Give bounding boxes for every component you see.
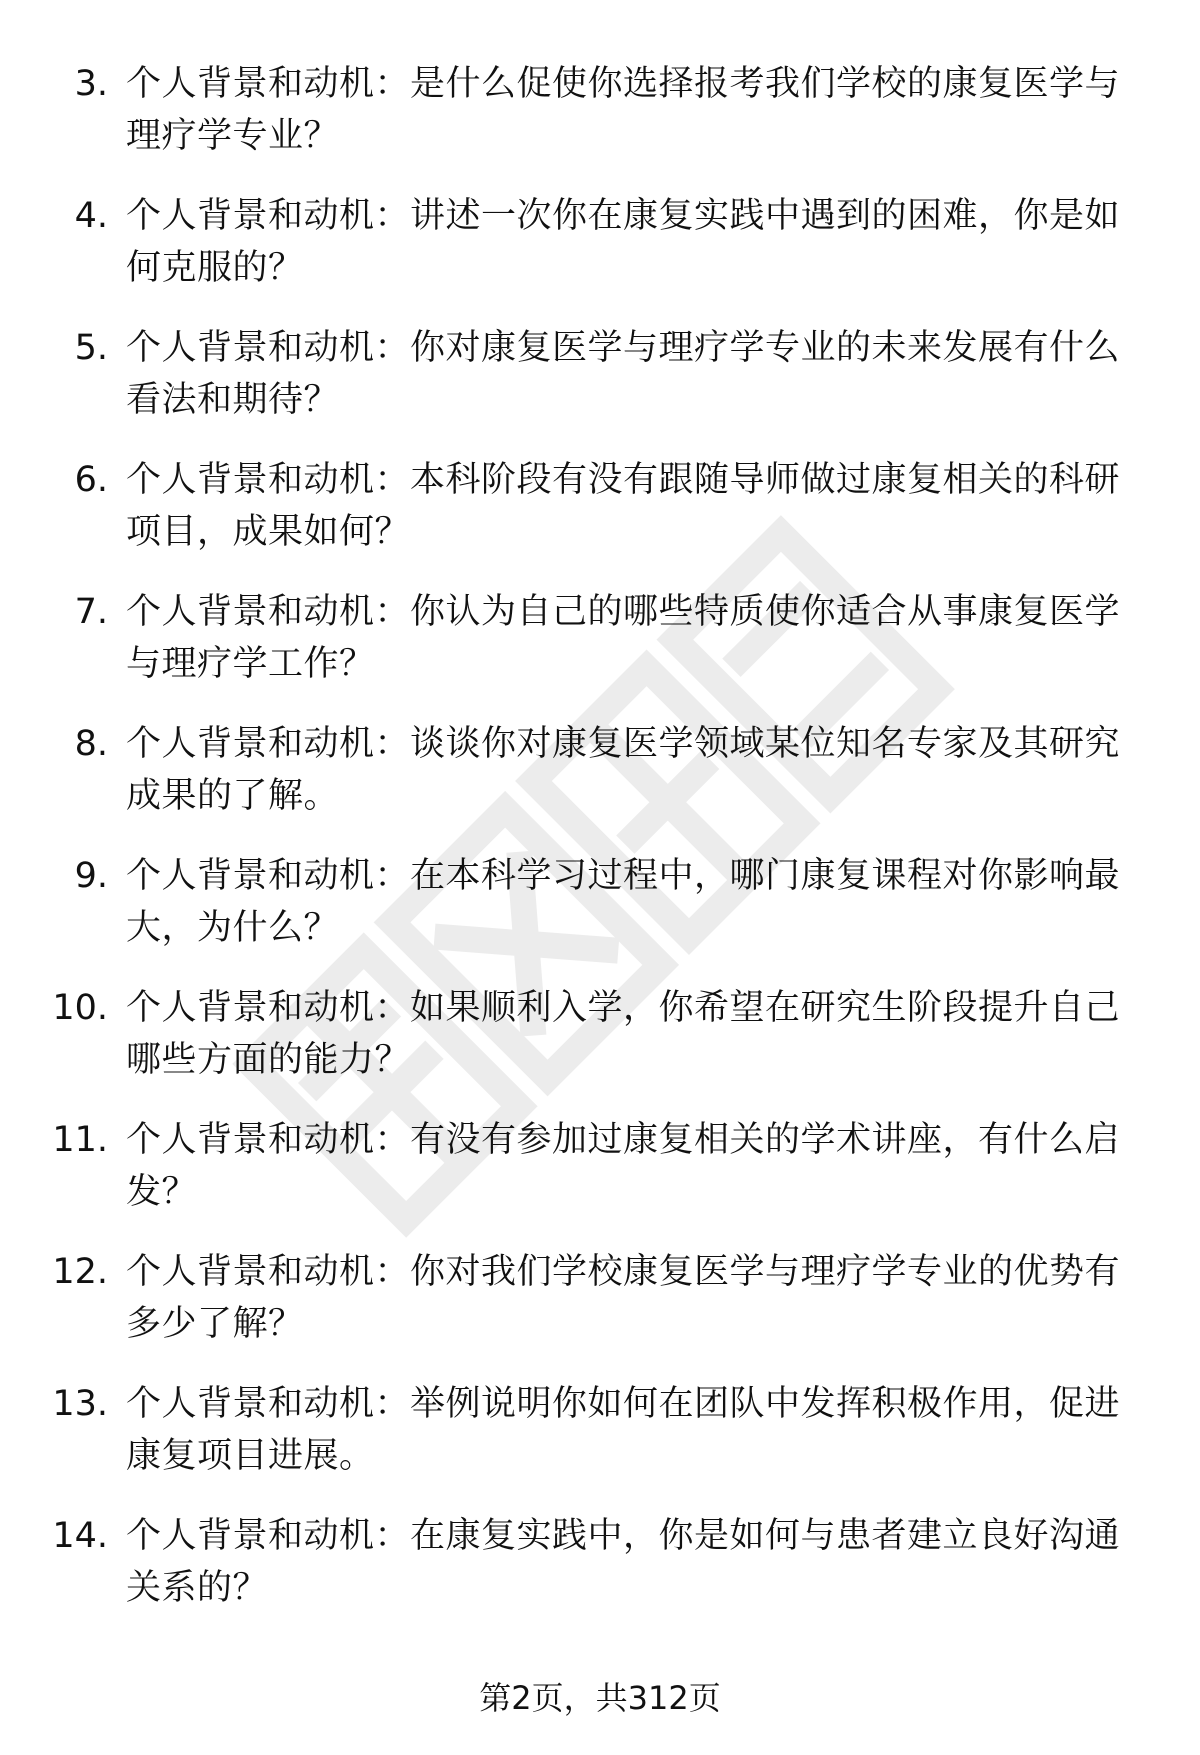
question-number: 10. [52, 988, 108, 1028]
question-number: 6. [74, 460, 108, 500]
question-item [0, 322, 1200, 454]
question-item [0, 190, 1200, 322]
question-list [0, 58, 1200, 1642]
question-text: 个人背景和动机：你对康复医学与理疗学专业的未来发展有什么看法和期待？ [126, 328, 1121, 420]
question-number: 13. [52, 1384, 108, 1424]
question-text: 个人背景和动机：如果顺利入学，你希望在研究生阶段提升自己哪些方面的能力？ [126, 988, 1121, 1080]
question-item [0, 586, 1200, 718]
question-number: 4. [74, 196, 108, 236]
question-number: 3. [74, 64, 108, 104]
question-item [0, 58, 1200, 190]
question-item [0, 1378, 1200, 1510]
question-item [0, 1246, 1200, 1378]
question-text: 个人背景和动机：本科阶段有没有跟随导师做过康复相关的科研项目，成果如何？ [126, 460, 1121, 552]
question-number: 11. [52, 1120, 108, 1160]
question-number: 14. [52, 1516, 108, 1556]
question-number: 7. [74, 592, 108, 632]
question-text: 个人背景和动机：有没有参加过康复相关的学术讲座，有什么启发？ [126, 1120, 1121, 1212]
question-item [0, 454, 1200, 586]
question-number: 9. [74, 856, 108, 896]
question-text: 个人背景和动机：讲述一次你在康复实践中遇到的困难，你是如何克服的？ [126, 196, 1121, 288]
question-number: 12. [52, 1252, 108, 1292]
question-item [0, 850, 1200, 982]
question-text: 个人背景和动机：谈谈你对康复医学领域某位知名专家及其研究成果的了解。 [126, 724, 1121, 816]
question-text: 个人背景和动机：在康复实践中，你是如何与患者建立良好沟通关系的？ [126, 1516, 1121, 1608]
question-text: 个人背景和动机：举例说明你如何在团队中发挥积极作用，促进康复项目进展。 [126, 1384, 1121, 1476]
question-item [0, 1114, 1200, 1246]
question-item [0, 982, 1200, 1114]
question-number: 5. [74, 328, 108, 368]
page-footer: 第2页，共312页 [479, 1679, 721, 1717]
question-text: 个人背景和动机：你对我们学校康复医学与理疗学专业的优势有多少了解？ [126, 1252, 1121, 1344]
question-text: 个人背景和动机：是什么促使你选择报考我们学校的康复医学与理疗学专业？ [126, 64, 1121, 156]
question-text: 个人背景和动机：在本科学习过程中，哪门康复课程对你影响最大，为什么？ [126, 856, 1121, 948]
question-item [0, 1510, 1200, 1642]
question-number: 8. [74, 724, 108, 764]
question-item [0, 718, 1200, 850]
question-text: 个人背景和动机：你认为自己的哪些特质使你适合从事康复医学与理疗学工作？ [126, 592, 1121, 684]
